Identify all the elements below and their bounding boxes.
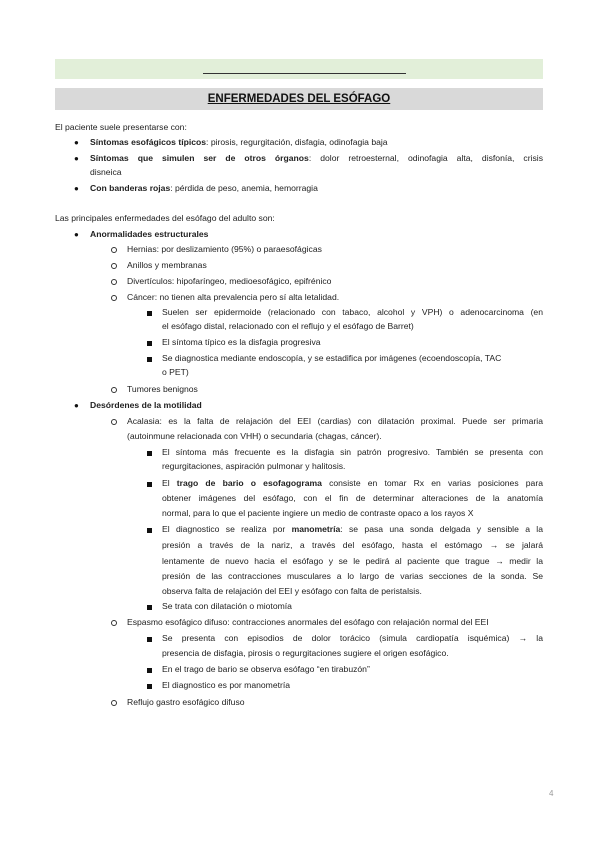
cancer-sub-1-cont: el esófago distal, relacionado con el reflujo y el esófago de Barret) — [162, 321, 414, 331]
spasm-sub-3: El diagnostico es por manometría — [162, 680, 291, 690]
main-intro-text: Las principales enfermedades del esófago del adulto son: — [55, 213, 275, 223]
achalasia-sub1-cont: regurgitaciones, aspiración pulmonar y halitosis. — [162, 461, 346, 471]
bullet-dot: ● — [74, 184, 79, 193]
square-bullet — [147, 637, 152, 642]
achalasia-sub4: Se trata con dilatación o miotomía — [162, 601, 292, 611]
cancer-sub-3: Se diagnostica mediante endoscopía, y se estadifica por imágenes (ecoendoscopía, TAC — [162, 353, 502, 363]
symptom-2-cont: disneica — [90, 167, 122, 177]
circle-bullet — [111, 279, 117, 285]
structural-heading: Anormalidades estructurales — [90, 229, 209, 239]
circle-bullet — [111, 247, 117, 253]
motility-heading: Desórdenes de la motilidad — [90, 400, 202, 410]
achalasia-sub2-cont: obtener imágenes del esófago, con el fin de determinar alteraciones de la anatomía — [162, 493, 543, 503]
square-bullet — [147, 605, 152, 610]
circle-bullet — [111, 419, 117, 425]
spasm-text: Espasmo esofágico difuso: contracciones anormales del esófago con relajación normal del EEI — [127, 617, 489, 627]
circle-bullet — [111, 620, 117, 626]
square-bullet — [147, 482, 152, 487]
reflux-text: Reflujo gastro esofágico difuso — [127, 697, 245, 707]
page-number: 4 — [549, 789, 554, 798]
header-band — [55, 59, 543, 79]
spasm-sub-1-cont: presencia de disfagia, pirosis o regurgitaciones sugiere el origen esofágico. — [162, 648, 449, 658]
symptom-1: Síntomas esofágicos típicos: pirosis, regurgitación, disfagia, odinofagia baja — [90, 137, 388, 147]
circle-bullet — [111, 700, 117, 706]
bullet-dot: ● — [74, 230, 79, 239]
cancer-sub-3-cont: o PET) — [162, 367, 189, 377]
achalasia-sub3-cont: presión a través de la nariz, a través del esófago, hasta el estómago → se jalará — [162, 540, 543, 550]
cancer-sub-2: El síntoma típico es la disfagia progresiva — [162, 337, 321, 347]
achalasia-sub3-cont: presión de las contracciones musculares a lo largo de varias secciones de la sonda. Se — [162, 571, 543, 581]
square-bullet — [147, 451, 152, 456]
square-bullet — [147, 528, 152, 533]
spasm-sub-1: Se presenta con episodios de dolor torácico (simula cardiopatía isquémica) → la — [162, 633, 543, 643]
circle-bullet — [111, 295, 117, 301]
achalasia-sub3: El diagnostico se realiza por manometría: se pasa una sonda delgada y sensible a la — [162, 524, 543, 534]
square-bullet — [147, 311, 152, 316]
structural-item: Cáncer: no tienen alta prevalencia pero sí alta letalidad. — [127, 292, 340, 302]
bullet-dot: ● — [74, 401, 79, 410]
square-bullet — [147, 357, 152, 362]
achalasia-sub3-cont: lentamente de nuevo hacia el esófago y se le pedirá al paciente que trague → medir la — [162, 556, 543, 566]
achalasia-line-1: Acalasia: es la falta de relajación del EEI (cardias) con dilatación proximal. Puede ser primaria — [127, 416, 543, 426]
achalasia-sub3-cont: observa falta de relajación del EEI y esófago con falta de peristalsis. — [162, 586, 422, 596]
structural-item: Hernias: por deslizamiento (95%) o paraesofágicas — [127, 244, 322, 254]
achalasia-line-2: (autoinmune relacionada con VHH) o secundaria (chagas, cáncer). — [127, 431, 382, 441]
square-bullet — [147, 684, 152, 689]
symptom-3: Con banderas rojas: pérdida de peso, anemia, hemorragia — [90, 183, 318, 193]
structural-item: Divertículos: hipofaríngeo, medioesofágico, epifrénico — [127, 276, 332, 286]
bullet-dot: ● — [74, 138, 79, 147]
achalasia-sub2: El trago de bario o esofagograma consiste en tomar Rx en varias posiciones para — [162, 478, 543, 488]
circle-bullet — [111, 263, 117, 269]
bullet-dot: ● — [74, 154, 79, 163]
benign-tumors: Tumores benignos — [127, 384, 198, 394]
cancer-sub-1: Suelen ser epidermoide (relacionado con tabaco, alcohol y VPH) o adenocarcinoma (en — [162, 307, 543, 317]
square-bullet — [147, 668, 152, 673]
circle-bullet — [111, 387, 117, 393]
header-rule — [203, 73, 406, 74]
intro-text: El paciente suele presentarse con: — [55, 122, 187, 132]
symptom-2: Síntomas que simulen ser de otros órganos: dolor retroesternal, odinofagia alta, disfonía, crisis — [90, 153, 543, 163]
achalasia-sub2-cont: normal, para lo que el paciente ingiere un medio de contraste opaco a los rayos X — [162, 508, 474, 518]
achalasia-sub1: El síntoma más frecuente es la disfagia sin patrón progresivo. También se presenta con — [162, 447, 543, 457]
square-bullet — [147, 341, 152, 346]
spasm-sub-2: En el trago de bario se observa esófago “en tirabuzón” — [162, 664, 370, 674]
page-title: ENFERMEDADES DEL ESÓFAGO — [55, 88, 543, 110]
structural-item: Anillos y membranas — [127, 260, 207, 270]
